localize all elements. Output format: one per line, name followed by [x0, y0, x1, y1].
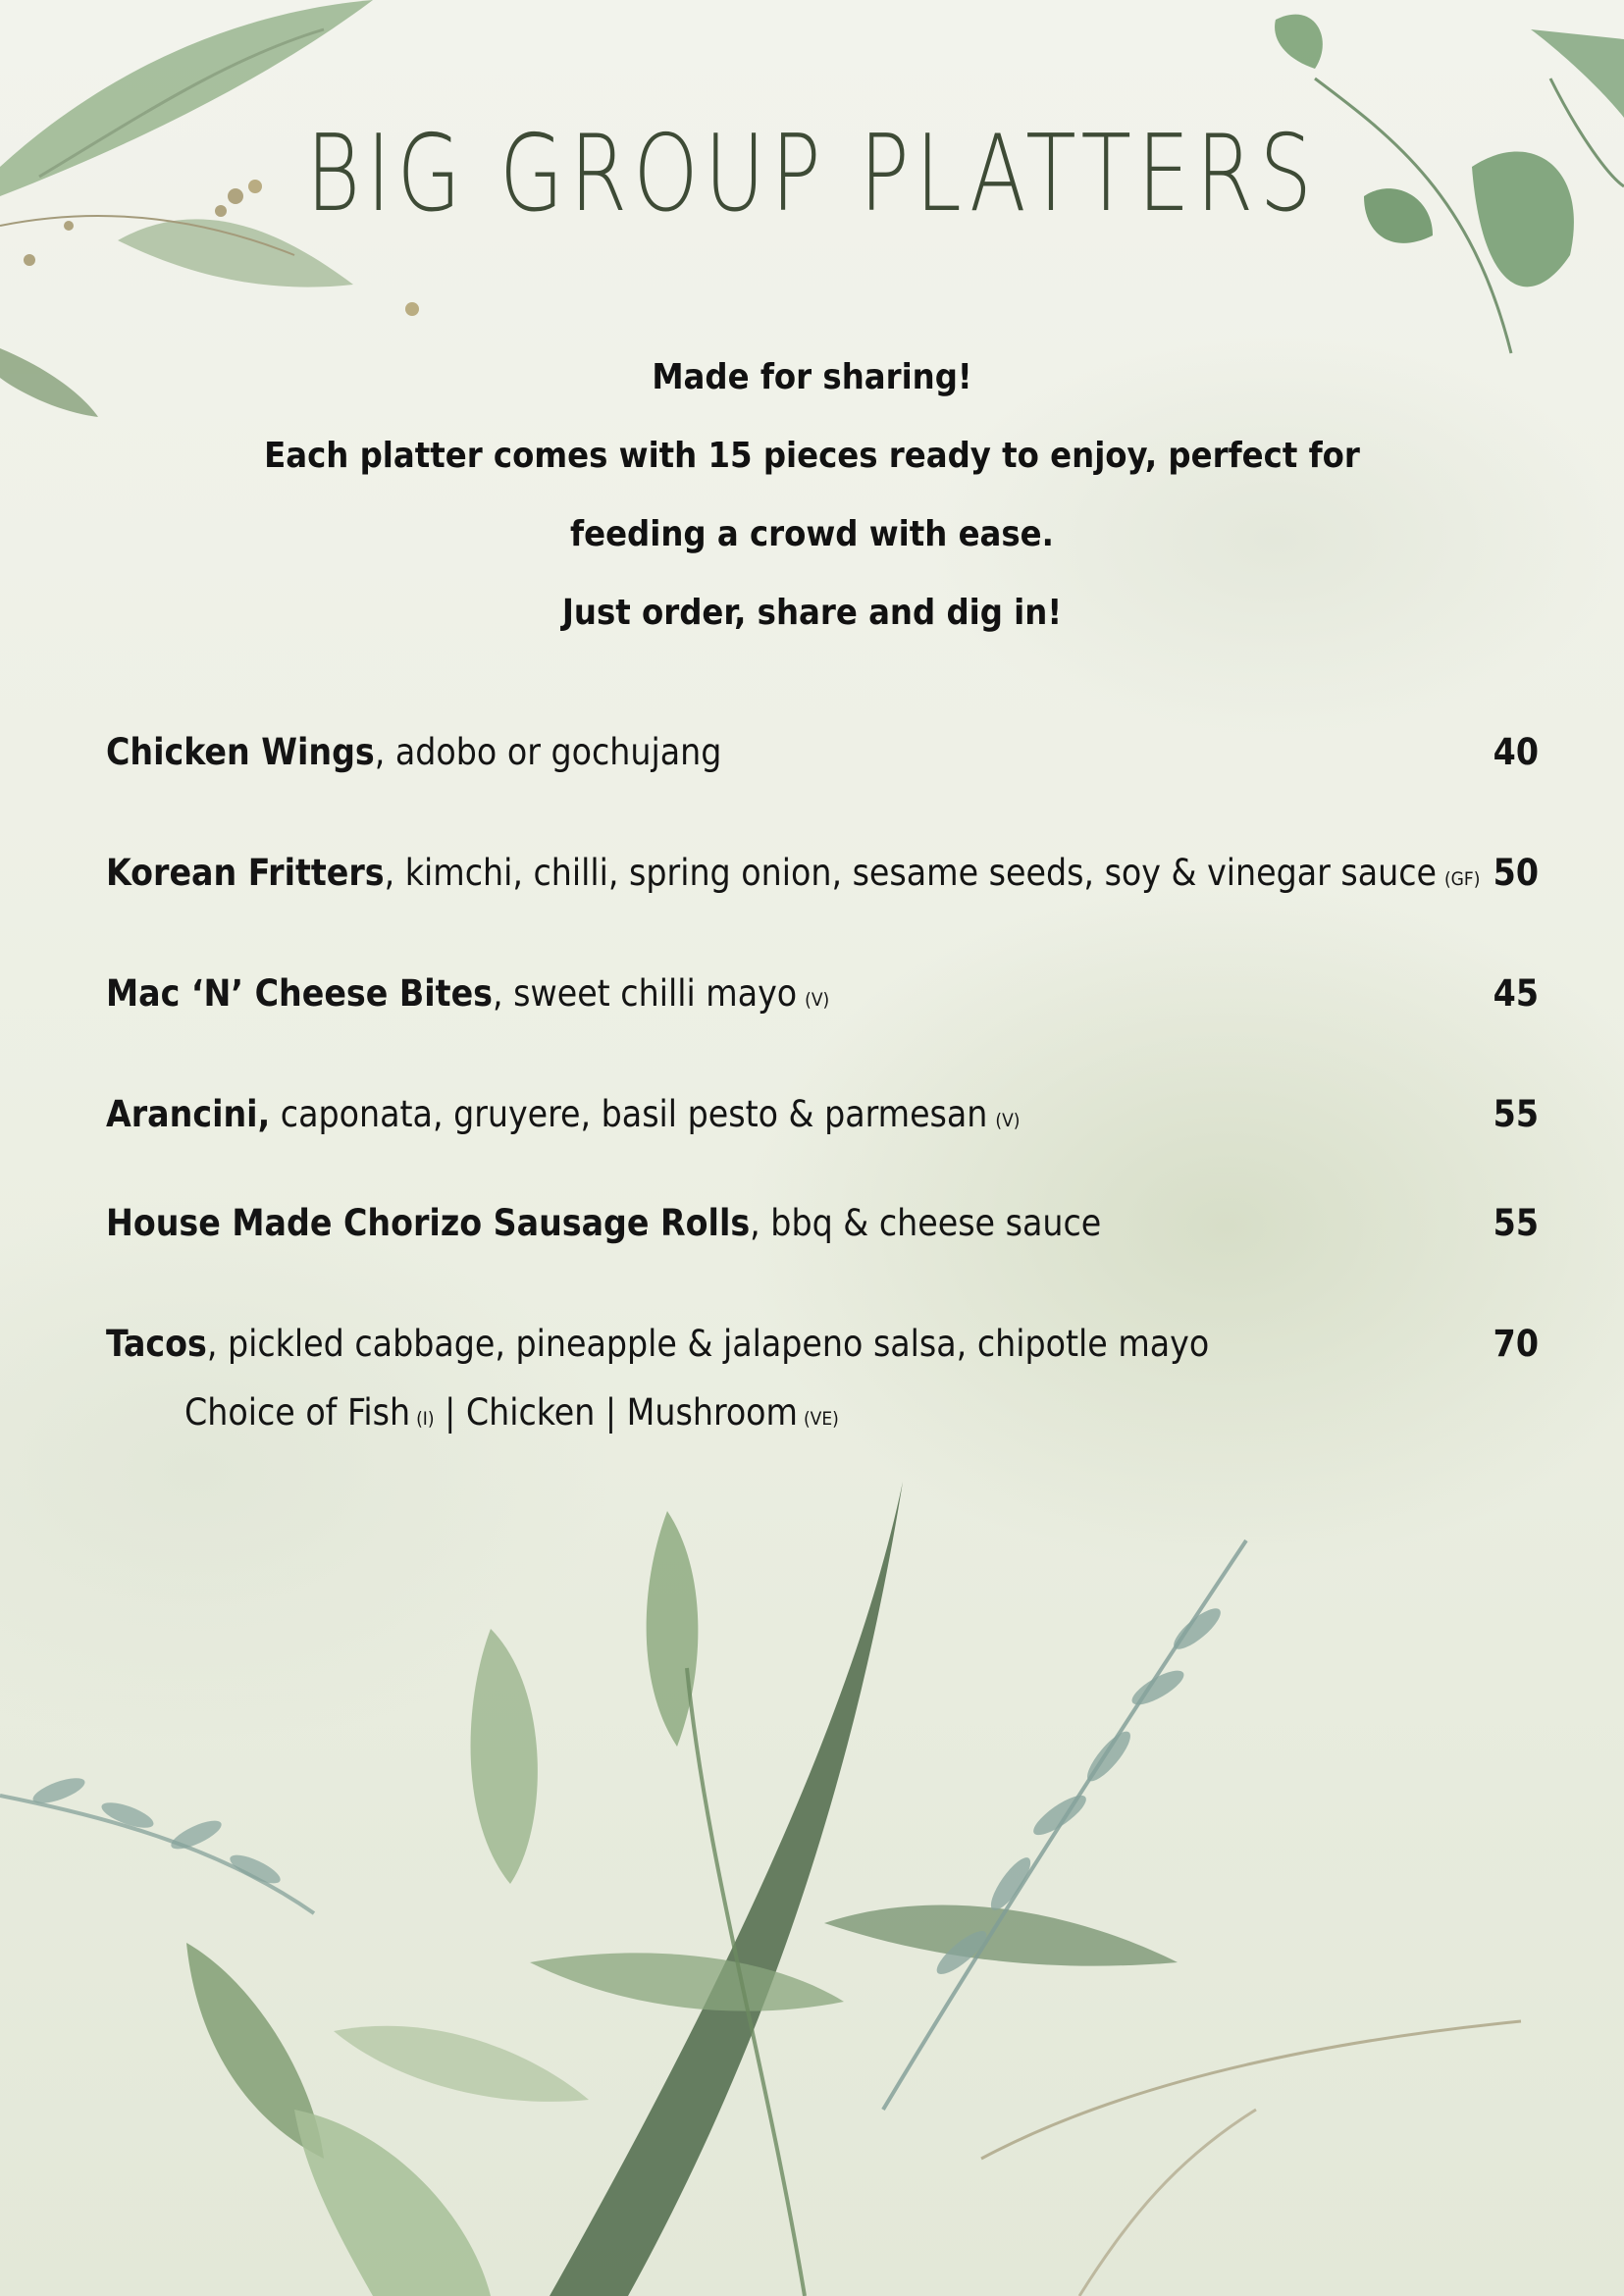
- item-description: , bbq & cheese sauce: [750, 1202, 1102, 1244]
- tacos-choice: [184, 1391, 839, 1434]
- menu-item: [106, 972, 1539, 1015]
- intro-line: Each platter comes with 15 pieces ready to enjoy, perfect for: [264, 436, 1360, 476]
- item-name: Tacos: [106, 1323, 207, 1365]
- intro-line: feeding a crowd with ease.: [570, 514, 1054, 554]
- item-price: 40: [1493, 731, 1539, 773]
- item-name: Chicken Wings: [106, 731, 375, 773]
- item-description: , sweet chilli mayo: [493, 972, 798, 1015]
- item-description: caponata, gruyere, basil pesto & parmesan: [270, 1093, 988, 1135]
- dietary-tag: (V): [805, 989, 830, 1011]
- bottom-foliage: [0, 1482, 1521, 2296]
- item-name: House Made Chorizo Sausage Rolls: [106, 1202, 751, 1244]
- menu-item: [106, 1093, 1539, 1135]
- item-price: 45: [1493, 972, 1539, 1015]
- dietary-tag: (I): [416, 1408, 435, 1430]
- choice-rest: | Chicken | Mushroom: [434, 1391, 798, 1434]
- menu-item: [106, 852, 1539, 894]
- item-name: Korean Fritters: [106, 852, 385, 894]
- item-description: , adobo or gochujang: [374, 731, 722, 773]
- item-price: 55: [1493, 1093, 1539, 1135]
- choice-fish: Choice of Fish: [184, 1391, 411, 1434]
- intro-line: Just order, share and dig in!: [561, 593, 1063, 633]
- dietary-tag: (V): [995, 1110, 1021, 1131]
- intro-line: Made for sharing!: [652, 357, 972, 397]
- menu-item: [106, 731, 1539, 773]
- item-name: Mac ‘N’ Cheese Bites: [106, 972, 493, 1015]
- item-description: , pickled cabbage, pineapple & jalapeno salsa, chipotle mayo: [206, 1323, 1210, 1365]
- page-title: BIG GROUP PLATTERS: [306, 113, 1319, 235]
- item-price: 55: [1493, 1202, 1539, 1244]
- item-description: , kimchi, chilli, spring onion, sesame seeds, soy & vinegar sauce: [384, 852, 1438, 894]
- item-name: Arancini,: [106, 1093, 271, 1135]
- menu-item: [106, 1323, 1539, 1434]
- menu-item: [106, 1202, 1539, 1244]
- item-price: 50: [1493, 852, 1539, 894]
- intro-text: [0, 339, 1624, 652]
- dietary-tag: (GF): [1444, 868, 1481, 890]
- item-price: 70: [1493, 1323, 1539, 1365]
- dietary-tag: (VE): [803, 1408, 839, 1430]
